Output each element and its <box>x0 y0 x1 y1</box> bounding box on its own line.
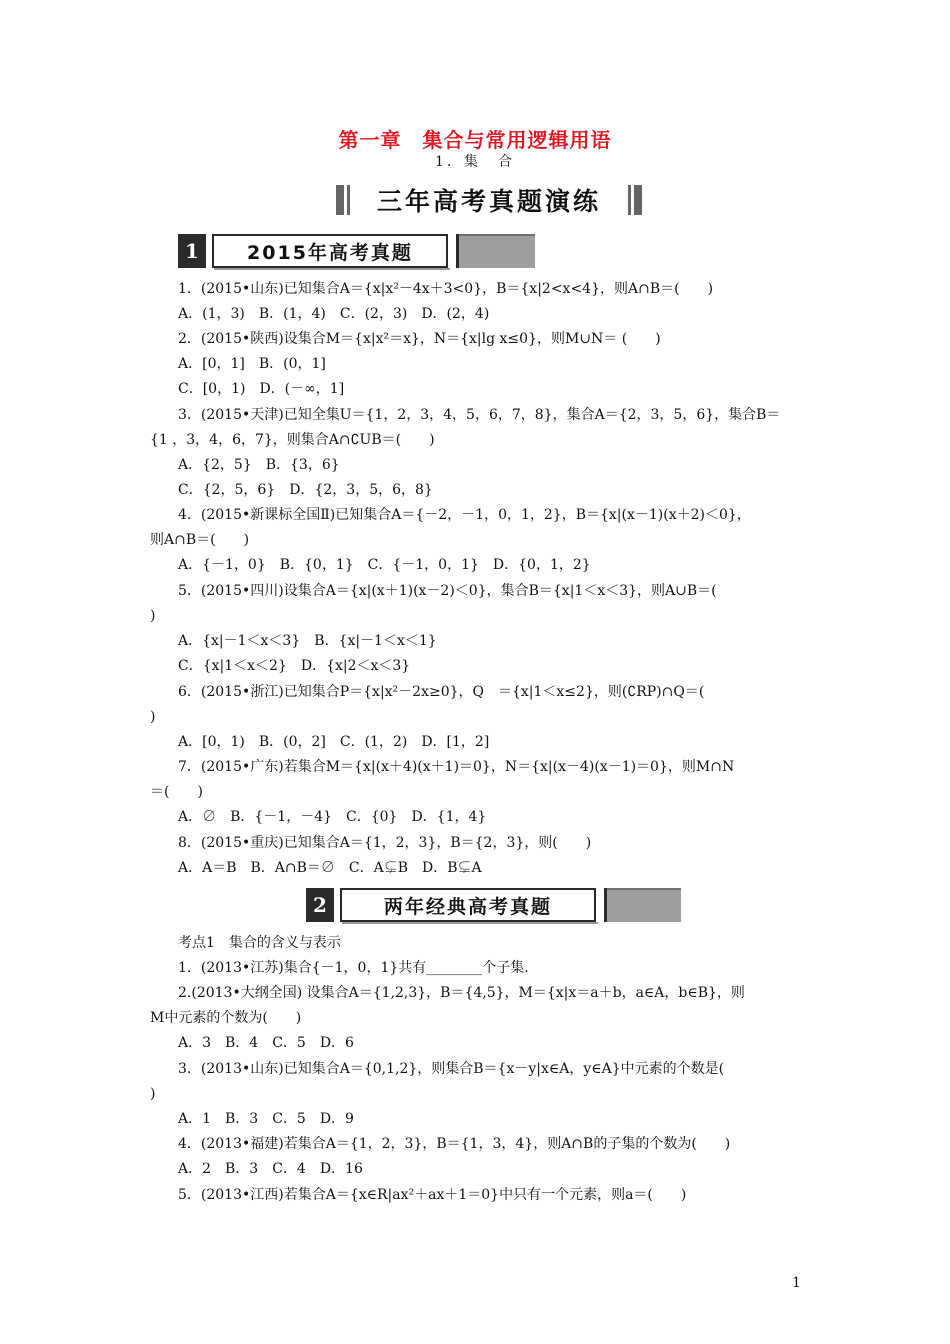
answer-options: A．∅ B．{－1，－4} C．{0} D．{1，4} <box>178 809 487 825</box>
question-line: 1．(2015•山东)已知集合A＝{x|x²－4x＋3<0}，B＝{x|2<x<4}，则A∩B＝( ) <box>178 281 714 297</box>
page-number: 1 <box>792 1275 801 1291</box>
answer-options: A．{x|－1＜x＜3} B．{x|－1＜x＜1} <box>178 633 437 649</box>
question-line: ) <box>150 608 156 624</box>
question-line: 7．(2015•广东)若集合M＝{x|(x＋4)(x＋1)＝0}，N＝{x|(x－4)(x－1)＝0}，则M∩N <box>178 759 735 775</box>
answer-options: A．2 B．3 C．4 D．16 <box>178 1161 363 1177</box>
answer-options: C．[0，1) D．(－∞，1] <box>178 381 345 397</box>
question-line: 3．(2015•天津)已知全集U＝{1，2，3，4，5，6，7，8}，集合A＝{2，3，5，6}，集合B＝ <box>178 407 781 423</box>
section-number: 2 <box>306 888 334 922</box>
answer-options: C．{x|1＜x＜2} D．{x|2＜x＜3} <box>178 658 411 674</box>
section-subtitle: 1．集 合 <box>435 154 515 170</box>
question-line: 6．(2015•浙江)已知集合P＝{x|x²－2x≥0}，Q ＝{x|1＜x≤2}，则(∁RP)∩Q＝( <box>178 684 705 700</box>
question-line: ) <box>150 709 156 725</box>
banner-right-bars <box>628 185 642 215</box>
question-line: 4．(2013•福建)若集合A＝{1，2，3}，B＝{1，3，4}，则A∩B的子集的个数为( ) <box>178 1136 731 1152</box>
topic-heading: 考点1 集合的含义与表示 <box>178 935 341 951</box>
question-line: 则A∩B＝( ) <box>150 532 250 548</box>
section-title: 2015年高考真题 <box>212 234 448 268</box>
question-line: {1 ，3，4，6，7}，则集合A∩∁UB＝( ) <box>150 432 435 448</box>
answer-options: A．3 B．4 C．5 D．6 <box>178 1035 354 1051</box>
chapter-title: 第一章 集合与常用逻辑用语 <box>338 128 612 152</box>
question-line: 8．(2015•重庆)已知集合A＝{1，2，3}，B＝{2，3}，则( ) <box>178 835 592 851</box>
answer-options: A．{2，5} B．{3，6} <box>178 457 340 473</box>
question-line: 2.(2013•大纲全国) 设集合A＝{1,2,3}，B＝{4,5}，M＝{x|x＝a＋b，a∈A，b∈B}，则 <box>178 985 745 1001</box>
section-header-1 <box>178 234 535 268</box>
answer-options: A．{－1，0} B．{0，1} C．{－1，0，1} D．{0，1，2} <box>178 557 591 573</box>
section-number: 1 <box>178 234 206 268</box>
question-line: ＝( ) <box>150 784 203 800</box>
banner-left-bars <box>336 185 350 215</box>
answer-options: C．{2，5，6} D．{2，3，5，6，8} <box>178 482 433 498</box>
question-line: 5．(2013•江西)若集合A＝{x∈R|ax²＋ax＋1＝0}中只有一个元素，则a＝( ) <box>178 1187 687 1203</box>
banner <box>336 182 642 218</box>
answer-options: A．A＝B B．A∩B＝∅ C．A⊊B D．B⊊A <box>178 860 482 876</box>
answer-options: A．[0，1) B．(0，2] C．(1，2) D．[1，2] <box>178 734 490 750</box>
answer-options: A．1 B．3 C．5 D．9 <box>178 1111 354 1127</box>
question-line: ) <box>150 1086 156 1102</box>
question-line: 4．(2015•新课标全国Ⅱ)已知集合A＝{－2，－1，0，1，2}，B＝{x|(x－1)(x＋2)＜0}， <box>178 507 751 523</box>
banner-title: 三年高考真题演练 <box>376 187 601 216</box>
answer-options: A．(1，3) B．(1，4) C．(2，3) D．(2，4) <box>178 306 490 322</box>
question-line: M中元素的个数为( ) <box>150 1010 302 1026</box>
question-line: 1．(2013•江苏)集合{－1，0，1}共有________个子集. <box>178 960 529 976</box>
answer-options: A．[0，1] B．(0，1] <box>178 356 326 372</box>
question-line: 3．(2013•山东)已知集合A＝{0,1,2}，则集合B＝{x－y|x∈A，y∈A}中元素的个数是( <box>178 1061 725 1077</box>
section-header-2 <box>306 888 681 922</box>
question-line: 5．(2015•四川)设集合A＝{x|(x＋1)(x－2)＜0}，集合B＝{x|1＜x＜3}，则A∪B＝( <box>178 583 717 599</box>
section-title: 两年经典高考真题 <box>340 888 596 922</box>
question-line: 2．(2015•陕西)设集合M＝{x|x²＝x}，N＝{x|lg x≤0}，则M∪N＝ ( ) <box>178 331 661 347</box>
